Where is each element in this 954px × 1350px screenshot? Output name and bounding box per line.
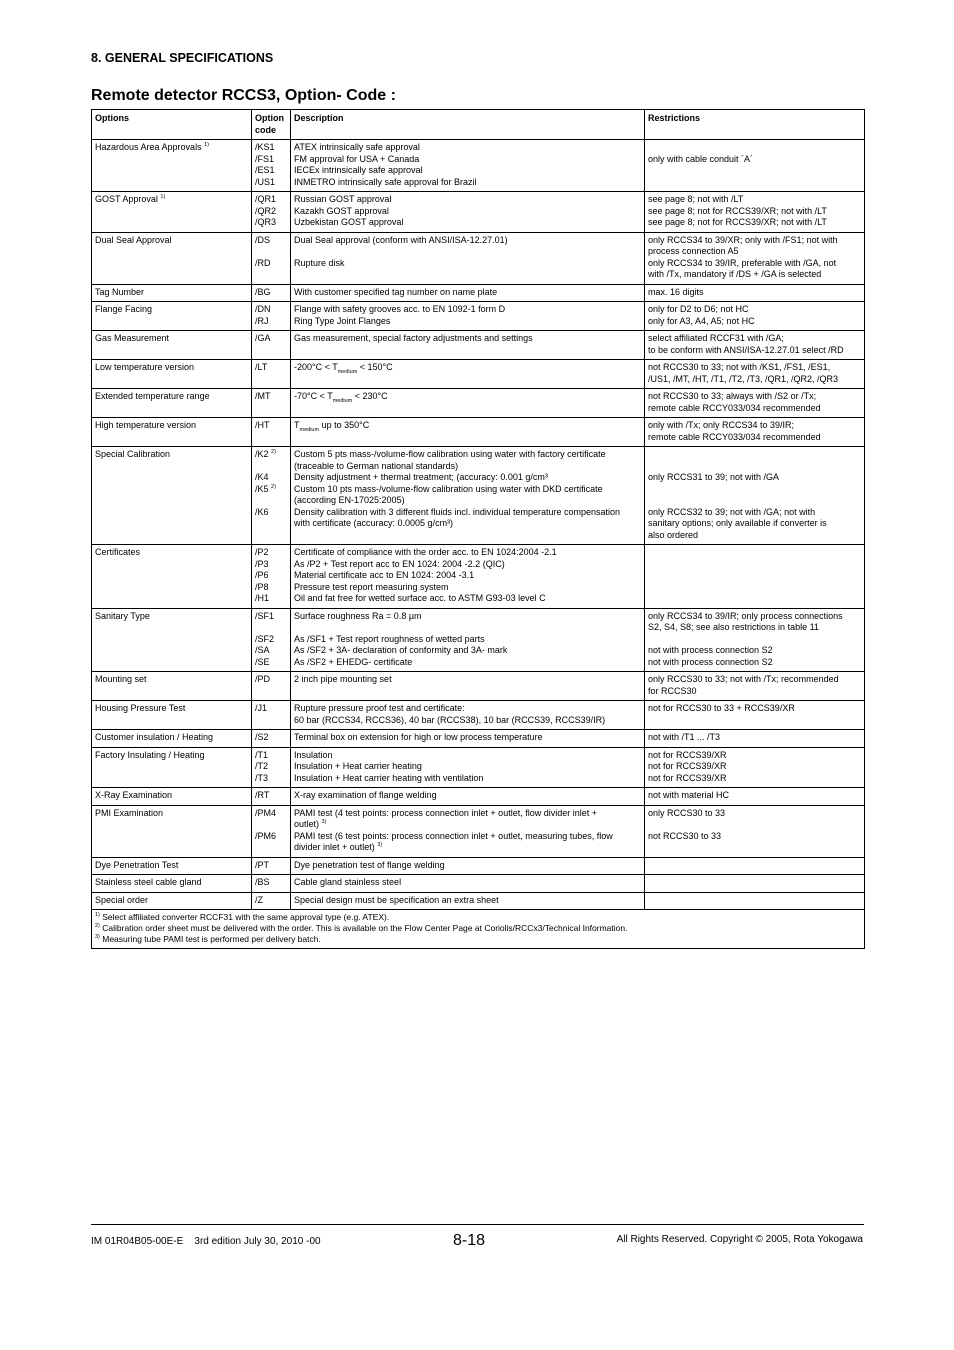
option-restrictions: not with /T1 ... /T3 — [645, 730, 865, 748]
option-description: Custom 5 pts mass-/volume-flow calibration using water with factory certificate (traceable to German national standards) Density adjustment + thermal treatment; (accuracy: 0.001 g/cm³ Custom 10 pts mass-/volume-flow calibration using water with DKD certificate (according EN-17025:2005) Density calibration with 3 different fluids incl. individual temperature compensation with certificate (accuracy: 0.0005 g/cm³) — [291, 447, 645, 545]
footnotes-row — [92, 910, 865, 949]
option-restrictions: only with cable conduit ´A´ — [645, 140, 865, 192]
option-description: Special design must be specification an extra sheet — [291, 892, 645, 910]
option-code: /QR1 /QR2 /QR3 — [252, 192, 291, 233]
option-description: Cable gland stainless steel — [291, 875, 645, 893]
option-code: /T1 /T2 /T3 — [252, 747, 291, 788]
option-restrictions: not for RCCS30 to 33 + RCCS39/XR — [645, 701, 865, 730]
option-code: /DS /RD — [252, 232, 291, 284]
option-restrictions: only RCCS34 to 39/XR; only with /FS1; not with process connection A5 only RCCS34 to 39/IR, preferable with /GA, not with /Tx, mandatory if /DS + /GA is selected — [645, 232, 865, 284]
header-options: Options — [92, 110, 252, 140]
table-row — [92, 284, 865, 302]
option-name: Dye Penetration Test — [92, 857, 252, 875]
option-description: X-ray examination of flange welding — [291, 788, 645, 806]
option-description: $T_{medium}$ up to 350°C — [291, 418, 645, 447]
option-restrictions: only RCCS31 to 39; not with /GA only RCCS32 to 39; not with /GA; not with sanitary options; only available if converter is also ordered — [645, 447, 865, 545]
option-restrictions — [645, 892, 865, 910]
page-title: Remote detector RCCS3, Option- Code : — [91, 87, 396, 104]
option-code: /MT — [252, 389, 291, 418]
option-name: Special Calibration — [92, 447, 252, 545]
table-row — [92, 672, 865, 701]
option-description: Dye penetration test of flange welding — [291, 857, 645, 875]
table-row — [92, 302, 865, 331]
option-name: Hazardous Area Approvals $^{1)}$ — [92, 140, 252, 192]
header-restrictions: Restrictions — [645, 110, 865, 140]
option-description: 2 inch pipe mounting set — [291, 672, 645, 701]
option-restrictions — [645, 857, 865, 875]
option-restrictions — [645, 875, 865, 893]
table-row — [92, 805, 865, 857]
option-name: Factory Insulating / Heating — [92, 747, 252, 788]
option-restrictions: not RCCS30 to 33; not with /KS1, /FS1, /ES1, /US1, /MT, /HT, /T1, /T2, /T3, /QR1, /QR2, /QR3 — [645, 360, 865, 389]
option-code: /DN /RJ — [252, 302, 291, 331]
option-code-table — [91, 109, 865, 949]
option-code: /Z — [252, 892, 291, 910]
option-description: PAMI test (4 test points: process connection inlet + outlet, flow divider inlet + outlet) $^{3)}$ PAMI test (6 test points: process connection inlet + outlet, measuring tubes, flow divider inlet + outlet) $^{3)}$ — [291, 805, 645, 857]
option-description: $-70^\circ C < T_{medium} < 230^\circ C$ — [291, 389, 645, 418]
option-code: /BS — [252, 875, 291, 893]
option-name: Customer insulation / Heating — [92, 730, 252, 748]
table-row — [92, 701, 865, 730]
option-restrictions: only RCCS30 to 33; not with /Tx; recommended for RCCS30 — [645, 672, 865, 701]
option-name: High temperature version — [92, 418, 252, 447]
option-description: Rupture pressure proof test and certificate: 60 bar (RCCS34, RCCS36), 40 bar (RCCS38), 10 bar (RCCS39, RCCS39/IR) — [291, 701, 645, 730]
option-code: /RT — [252, 788, 291, 806]
option-name: Stainless steel cable gland — [92, 875, 252, 893]
option-description: Russian GOST approval Kazakh GOST approval Uzbekistan GOST approval — [291, 192, 645, 233]
option-name: Housing Pressure Test — [92, 701, 252, 730]
table-row — [92, 730, 865, 748]
document-id: IM 01R04B05-00E-E 3rd edition July 30, 2010 -00 — [91, 1236, 321, 1247]
option-code: /K2 $^{2)}$ /K4 /K5 $^{2)}$ /K6 — [252, 447, 291, 545]
table-row — [92, 892, 865, 910]
option-code: /S2 — [252, 730, 291, 748]
option-restrictions: only RCCS30 to 33 not RCCS30 to 33 — [645, 805, 865, 857]
table-row — [92, 447, 865, 545]
footnote-line: $^{1)}$ Select affiliated converter RCCF31 with the same approval type (e.g. ATEX). — [95, 912, 390, 922]
option-code: /LT — [252, 360, 291, 389]
option-description: With customer specified tag number on name plate — [291, 284, 645, 302]
footnotes — [92, 910, 865, 949]
option-restrictions: select affiliated RCCF31 with /GA; to be conform with ANSI/ISA-12.27.01 select /RD — [645, 331, 865, 360]
option-name: Certificates — [92, 545, 252, 609]
option-name: GOST Approval $^{1)}$ — [92, 192, 252, 233]
option-description: $-200^\circ C < T_{medium} < 150^\circ C$ — [291, 360, 645, 389]
option-code: /PD — [252, 672, 291, 701]
option-restrictions: only for D2 to D6; not HC only for A3, A4, A5; not HC — [645, 302, 865, 331]
option-code: /J1 — [252, 701, 291, 730]
option-restrictions: max. 16 digits — [645, 284, 865, 302]
option-code: /P2 /P3 /P6 /P8 /H1 — [252, 545, 291, 609]
option-restrictions — [645, 545, 865, 609]
table-body — [92, 140, 865, 949]
table-row — [92, 608, 865, 672]
option-name: PMI Examination — [92, 805, 252, 857]
page-number: 8-18 — [453, 1232, 486, 1249]
option-description: Surface roughness Ra = 0.8 µm As /SF1 + Test report roughness of wetted parts As /SF2 + 3A- declaration of conformity and 3A- mark As /SF2 + EHEDG- certificate — [291, 608, 645, 672]
copyright-notice: All Rights Reserved. Copyright © 2005, Rota Yokogawa — [616, 1234, 863, 1245]
table-row — [92, 857, 865, 875]
table-row — [92, 192, 865, 233]
option-code: /KS1 /FS1 /ES1 /US1 — [252, 140, 291, 192]
table-row — [92, 875, 865, 893]
table-row — [92, 545, 865, 609]
option-description: Gas measurement, special factory adjustments and settings — [291, 331, 645, 360]
option-name: Tag Number — [92, 284, 252, 302]
table-header-row — [92, 110, 865, 140]
option-code: /HT — [252, 418, 291, 447]
option-description: ATEX intrinsically safe approval FM approval for USA + Canada IECEx intrinsically safe approval INMETRO intrinsically safe approval for Brazil — [291, 140, 645, 192]
option-name: Low temperature version — [92, 360, 252, 389]
option-name: Dual Seal Approval — [92, 232, 252, 284]
option-name: Flange Facing — [92, 302, 252, 331]
option-restrictions: only RCCS34 to 39/IR; only process connections S2, S4, S8; see also restrictions in table 11 not with process connection S2 not with process connection S2 — [645, 608, 865, 672]
option-restrictions: not for RCCS39/XR not for RCCS39/XR not for RCCS39/XR — [645, 747, 865, 788]
table-row — [92, 747, 865, 788]
option-description: Flange with safety grooves acc. to EN 1092-1 form D Ring Type Joint Flanges — [291, 302, 645, 331]
option-description: Certificate of compliance with the order acc. to EN 1024:2004 -2.1 As /P2 + Test report acc to EN 1024: 2004 -2.2 (QIC) Material certificate acc to EN 1024: 2004 -3.1 Pressure test report measuring system Oil and fat free for wetted surface acc. to ASTM G93-03 level C — [291, 545, 645, 609]
option-name: X-Ray Examination — [92, 788, 252, 806]
option-name: Sanitary Type — [92, 608, 252, 672]
option-restrictions: not RCCS30 to 33; always with /S2 or /Tx; remote cable RCCY033/034 recommended — [645, 389, 865, 418]
option-code: /SF1 /SF2 /SA /SE — [252, 608, 291, 672]
option-code: /PT — [252, 857, 291, 875]
table-row — [92, 389, 865, 418]
header-option-code: Option code — [252, 110, 291, 140]
footnote-line: $^{3)}$ Measuring tube PAMI test is performed per delivery batch. — [95, 934, 321, 944]
option-restrictions: see page 8; not with /LT see page 8; not for RCCS39/XR; not with /LT see page 8; not for RCCS39/XR; not with /LT — [645, 192, 865, 233]
table-row — [92, 418, 865, 447]
footer-divider — [91, 1224, 864, 1225]
table-row — [92, 360, 865, 389]
option-code: /GA — [252, 331, 291, 360]
option-code: /PM4 /PM6 — [252, 805, 291, 857]
table-row — [92, 140, 865, 192]
option-code: /BG — [252, 284, 291, 302]
option-name: Gas Measurement — [92, 331, 252, 360]
header-description: Description — [291, 110, 645, 140]
option-restrictions: only with /Tx; only RCCS34 to 39/IR; remote cable RCCY033/034 recommended — [645, 418, 865, 447]
option-name: Special order — [92, 892, 252, 910]
section-heading: 8. GENERAL SPECIFICATIONS — [91, 51, 274, 65]
option-name: Mounting set — [92, 672, 252, 701]
option-restrictions: not with material HC — [645, 788, 865, 806]
option-name: Extended temperature range — [92, 389, 252, 418]
footnote-line: $^{2)}$ Calibration order sheet must be delivered with the order. This is available on the Flow Center Page at Coriolis/RCCx3/Technical Information. — [95, 923, 628, 933]
option-description: Insulation Insulation + Heat carrier heating Insulation + Heat carrier heating with ventilation — [291, 747, 645, 788]
table-row — [92, 232, 865, 284]
table-row — [92, 788, 865, 806]
option-description: Terminal box on extension for high or low process temperature — [291, 730, 645, 748]
table-row — [92, 331, 865, 360]
option-description: Dual Seal approval (conform with ANSI/ISA-12.27.01) Rupture disk — [291, 232, 645, 284]
